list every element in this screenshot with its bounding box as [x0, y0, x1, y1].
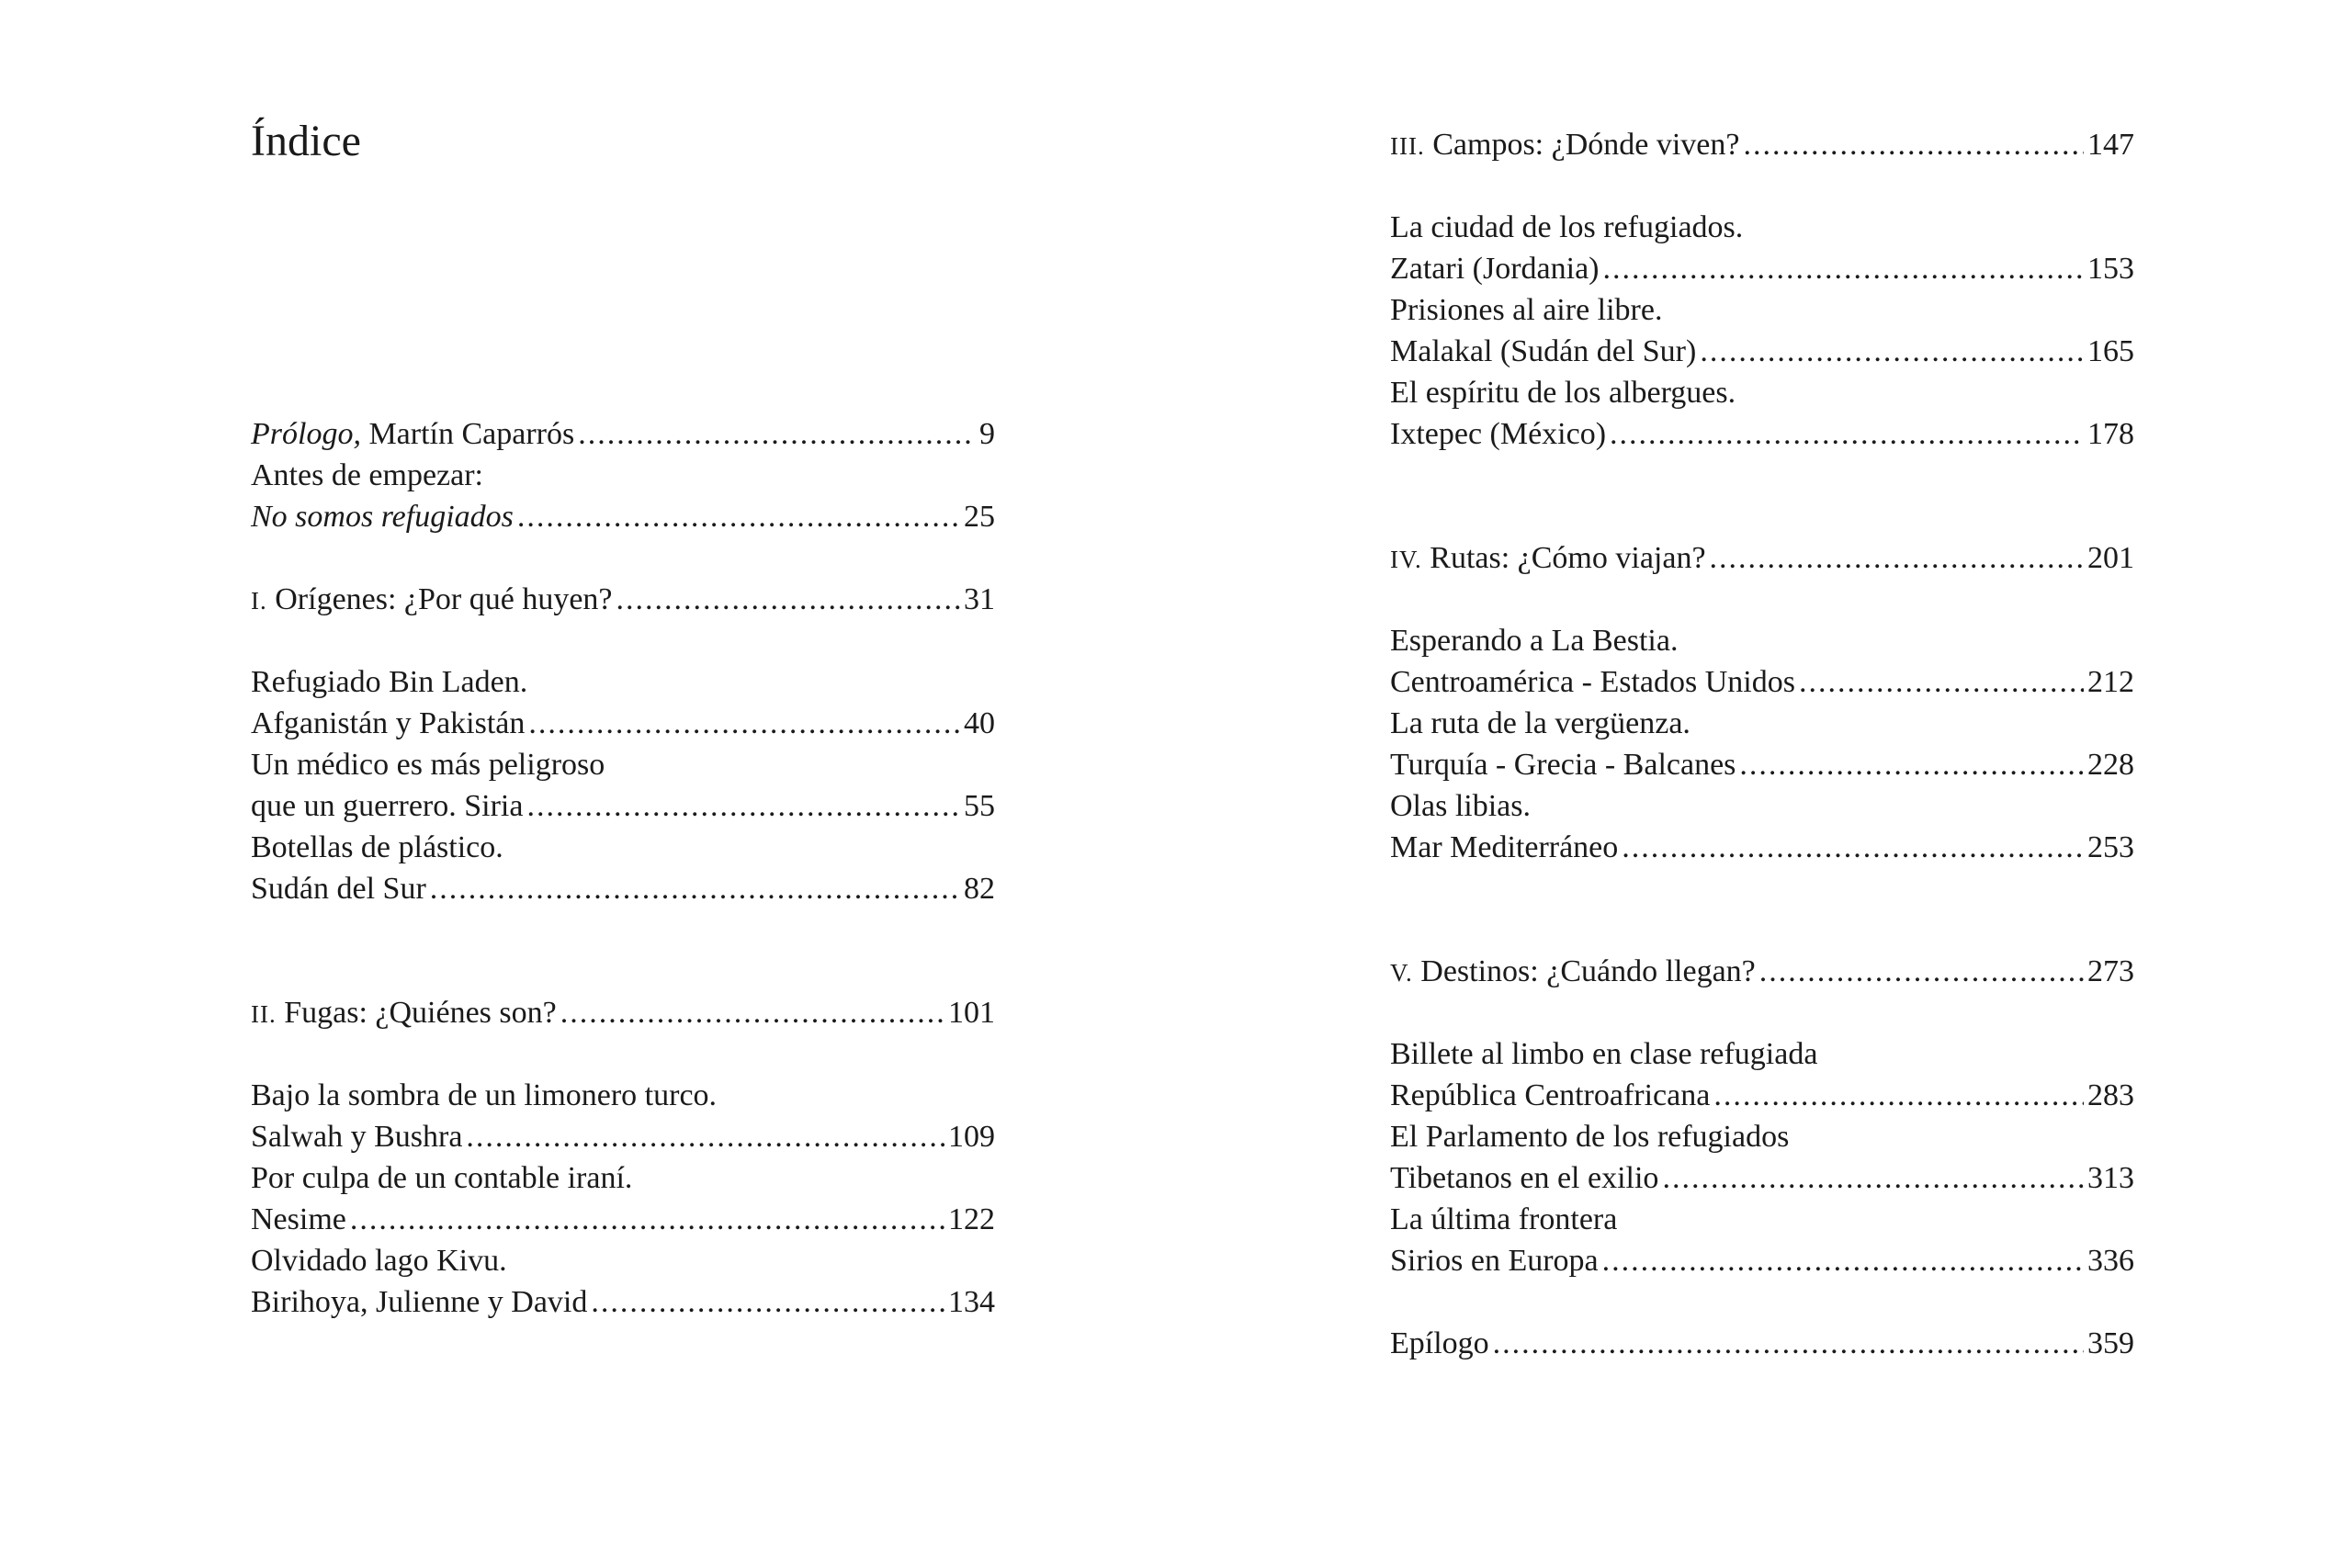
- toc-entry[interactable]: [1390, 1240, 2134, 1281]
- toc-entry[interactable]: [251, 785, 995, 827]
- chapter-line1: Olvidado lago Kivu.: [251, 1244, 507, 1278]
- toc-part-2[interactable]: [251, 992, 995, 1033]
- toc-entry[interactable]: [1390, 661, 2134, 703]
- chapter-line2: Zatari (Jordania): [1390, 252, 1600, 286]
- dot-leader: [1744, 124, 2085, 165]
- page-number: 178: [2087, 417, 2134, 451]
- dot-leader: [1622, 827, 2084, 868]
- dot-leader: [350, 1199, 944, 1240]
- chapter-line2: Ixtepec (México): [1390, 417, 1607, 451]
- toc-entry[interactable]: [251, 868, 995, 909]
- dot-leader: [560, 992, 944, 1033]
- page-number: 336: [2087, 1244, 2134, 1278]
- page-number: 228: [2087, 748, 2134, 782]
- page-number: 134: [948, 1285, 995, 1319]
- chapter-line2: Sudán del Sur: [251, 872, 426, 906]
- chapter-line2: Malakal (Sudán del Sur): [1390, 334, 1697, 368]
- chapter-line1: Botellas de plástico.: [251, 830, 503, 864]
- toc-entry[interactable]: [1390, 1157, 2134, 1199]
- toc-entry[interactable]: [251, 1199, 995, 1240]
- part-numeral: V.: [1390, 959, 1413, 987]
- epilogo-title: Epílogo: [1390, 1326, 1489, 1360]
- dot-leader: [466, 1116, 944, 1157]
- toc-part-3[interactable]: [1390, 124, 2134, 165]
- dot-leader: [616, 579, 960, 620]
- dot-leader: [1799, 661, 2084, 703]
- part-numeral: IV.: [1390, 546, 1422, 573]
- dot-leader: [1610, 413, 2084, 455]
- toc-part-4[interactable]: [1390, 537, 2134, 579]
- chapter-line2: Birihoya, Julienne y David: [251, 1285, 588, 1319]
- toc-part-1[interactable]: [251, 579, 995, 620]
- dot-leader: [528, 703, 960, 744]
- page-title: Índice: [251, 117, 361, 165]
- chapter-line1: La ciudad de los refugiados.: [1390, 210, 1744, 244]
- chapter-line1: Prisiones al aire libre.: [1390, 293, 1663, 327]
- page-number: 40: [964, 706, 995, 740]
- part-title: Destinos: ¿Cuándo llegan?: [1412, 954, 1756, 988]
- page-number: 122: [948, 1202, 995, 1236]
- chapter-line2: Mar Mediterráneo: [1390, 830, 1619, 864]
- toc-entry[interactable]: [251, 703, 995, 744]
- chapter-line1: La ruta de la vergüenza.: [1390, 706, 1690, 740]
- part-numeral: I.: [251, 587, 267, 615]
- page-number: 313: [2087, 1161, 2134, 1195]
- toc-entry[interactable]: [251, 1281, 995, 1323]
- dot-leader: [430, 868, 960, 909]
- chapter-line2: Salwah y Bushra: [251, 1120, 463, 1154]
- page-number: 359: [2087, 1326, 2134, 1360]
- page-number: 153: [2087, 252, 2134, 286]
- page-number: 283: [2087, 1078, 2134, 1112]
- chapter-line1: Un médico es más peligroso: [251, 748, 605, 782]
- page-number: 31: [964, 582, 995, 616]
- part-numeral: III.: [1390, 132, 1425, 160]
- chapter-line2: Tibetanos en el exilio: [1390, 1161, 1659, 1195]
- chapter-line1: Refugiado Bin Laden.: [251, 665, 528, 699]
- toc-entry-prologo[interactable]: [251, 413, 995, 455]
- toc-entry-epilogo[interactable]: [1390, 1323, 2134, 1364]
- toc-entry-antes-line1: Antes de empezar:: [251, 458, 483, 492]
- dot-leader: [1603, 248, 2085, 289]
- chapter-line2: Sirios en Europa: [1390, 1244, 1599, 1278]
- dot-leader: [1713, 1075, 2084, 1116]
- page-number: 9: [979, 417, 995, 451]
- prologo-label: Prólogo,: [251, 417, 361, 451]
- antes-title: No somos refugiados: [251, 500, 514, 534]
- chapter-line1: La última frontera: [1390, 1202, 1618, 1236]
- dot-leader: [1739, 744, 2084, 785]
- dot-leader: [1700, 331, 2084, 372]
- prologo-author: Martín Caparrós: [360, 417, 575, 451]
- page-number: 201: [2087, 541, 2134, 575]
- dot-leader: [1602, 1240, 2084, 1281]
- toc-entry[interactable]: [1390, 1075, 2134, 1116]
- chapter-line1: Billete al limbo en clase refugiada: [1390, 1037, 1818, 1071]
- toc-entry[interactable]: [1390, 827, 2134, 868]
- dot-leader: [1493, 1323, 2084, 1364]
- dot-leader: [578, 413, 976, 455]
- chapter-line1: Esperando a La Bestia.: [1390, 624, 1679, 658]
- chapter-line2: República Centroafricana: [1390, 1078, 1711, 1112]
- chapter-line2: Afganistán y Pakistán: [251, 706, 526, 740]
- part-title: Campos: ¿Dónde viven?: [1424, 128, 1740, 162]
- toc-entry[interactable]: [251, 1116, 995, 1157]
- chapter-line1: Por culpa de un contable iraní.: [251, 1161, 633, 1195]
- part-title: Rutas: ¿Cómo viajan?: [1421, 541, 1706, 575]
- page-number: 165: [2087, 334, 2134, 368]
- chapter-line2: Centroamérica - Estados Unidos: [1390, 665, 1795, 699]
- dot-leader: [1662, 1157, 2084, 1199]
- chapter-line1: Olas libias.: [1390, 789, 1531, 823]
- page-number: 273: [2087, 954, 2134, 988]
- page-number: 82: [964, 872, 995, 906]
- chapter-line2: que un guerrero. Siria: [251, 789, 524, 823]
- page-number: 212: [2087, 665, 2134, 699]
- dot-leader: [1759, 951, 2084, 992]
- chapter-line1: El espíritu de los albergues.: [1390, 376, 1736, 410]
- dot-leader: [517, 496, 960, 537]
- chapter-line2: Nesime: [251, 1202, 346, 1236]
- dot-leader: [591, 1281, 944, 1323]
- toc-entry[interactable]: [1390, 413, 2134, 455]
- page-number: 101: [948, 996, 995, 1030]
- page-number: 253: [2087, 830, 2134, 864]
- chapter-line1: El Parlamento de los refugiados: [1390, 1120, 1790, 1154]
- page-number: 25: [964, 500, 995, 534]
- toc-part-5[interactable]: [1390, 951, 2134, 992]
- part-title: Fugas: ¿Quiénes son?: [276, 996, 557, 1030]
- page-number: 109: [948, 1120, 995, 1154]
- toc-entry[interactable]: [1390, 744, 2134, 785]
- page-number: 147: [2087, 128, 2134, 162]
- dot-leader: [526, 785, 960, 827]
- chapter-line2: Turquía - Grecia - Balcanes: [1390, 748, 1736, 782]
- toc-entry-antes[interactable]: [251, 496, 995, 537]
- toc-entry[interactable]: [1390, 248, 2134, 289]
- page-number: 55: [964, 789, 995, 823]
- toc-entry[interactable]: [1390, 331, 2134, 372]
- part-title: Orígenes: ¿Por qué huyen?: [266, 582, 613, 616]
- chapter-line1: Bajo la sombra de un limonero turco.: [251, 1078, 718, 1112]
- part-numeral: II.: [251, 1000, 277, 1028]
- dot-leader: [1710, 537, 2084, 579]
